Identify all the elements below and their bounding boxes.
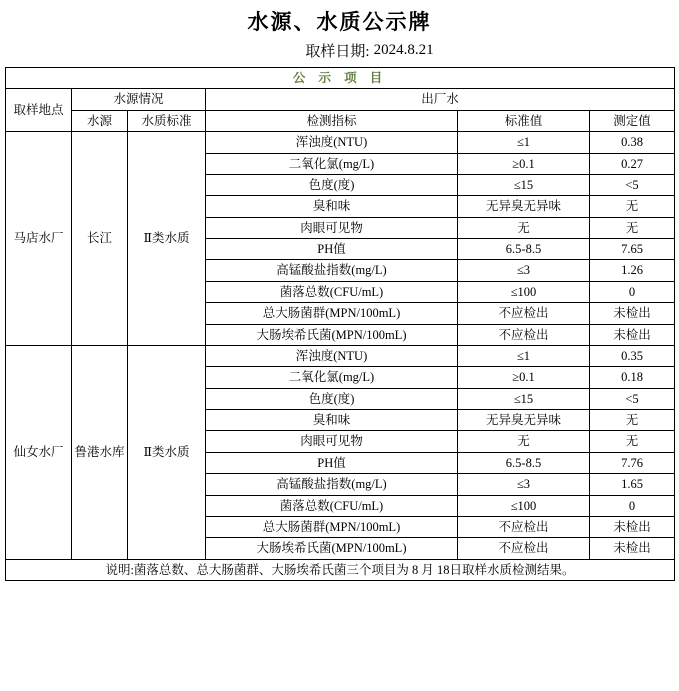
- test-index: 菌落总数(CFU/mL): [206, 281, 458, 302]
- header-outlet-group: 出厂水: [206, 89, 675, 110]
- standard-value: 不应检出: [458, 303, 590, 324]
- water-standard: Ⅱ类水质: [128, 132, 206, 346]
- test-index: 高锰酸盐指数(mg/L): [206, 260, 458, 281]
- sampling-date-row: [0, 38, 679, 67]
- measured-value: 未检出: [590, 538, 675, 559]
- plant-name: 仙女水厂: [6, 345, 72, 559]
- test-index: 色度(度): [206, 174, 458, 195]
- sampling-date-value: 2024.8.21: [373, 42, 434, 58]
- measured-value: 0.35: [590, 345, 675, 366]
- measured-value: 无: [590, 431, 675, 452]
- table-row: [6, 132, 675, 153]
- standard-value: ≤100: [458, 495, 590, 516]
- standard-value: 无异臭无异味: [458, 410, 590, 431]
- measured-value: 7.76: [590, 452, 675, 473]
- standard-value: 6.5-8.5: [458, 239, 590, 260]
- test-index: 总大肠菌群(MPN/100mL): [206, 516, 458, 537]
- test-index: 肉眼可见物: [206, 431, 458, 452]
- standard-value: ≥0.1: [458, 153, 590, 174]
- test-index: 二氧化氯(mg/L): [206, 153, 458, 174]
- measured-value: 无: [590, 196, 675, 217]
- standard-value: ≤15: [458, 174, 590, 195]
- water-source: 长江: [72, 132, 128, 346]
- test-index: 色度(度): [206, 388, 458, 409]
- header-standard: 水质标准: [128, 110, 206, 131]
- measured-value: 7.65: [590, 239, 675, 260]
- standard-value: ≤100: [458, 281, 590, 302]
- measured-value: 未检出: [590, 516, 675, 537]
- banner-row: [6, 68, 675, 89]
- test-index: 大肠埃希氏菌(MPN/100mL): [206, 538, 458, 559]
- test-index: 肉眼可见物: [206, 217, 458, 238]
- header-measured: 测定值: [590, 110, 675, 131]
- test-index: 浑浊度(NTU): [206, 132, 458, 153]
- water-source: 鲁港水库: [72, 345, 128, 559]
- standard-value: 无: [458, 217, 590, 238]
- standard-value: 6.5-8.5: [458, 452, 590, 473]
- measured-value: <5: [590, 388, 675, 409]
- header-row-2: [6, 110, 675, 131]
- plant-name: 马店水厂: [6, 132, 72, 346]
- header-index: 检测指标: [206, 110, 458, 131]
- standard-value: ≤15: [458, 388, 590, 409]
- note-row: [6, 559, 675, 580]
- measured-value: 0.38: [590, 132, 675, 153]
- test-index: 臭和味: [206, 410, 458, 431]
- test-index: 浑浊度(NTU): [206, 345, 458, 366]
- standard-value: 无异臭无异味: [458, 196, 590, 217]
- header-row-1: [6, 89, 675, 110]
- test-index: 臭和味: [206, 196, 458, 217]
- measured-value: 未检出: [590, 303, 675, 324]
- page-title: 水源、水质公示牌: [247, 10, 432, 34]
- measured-value: 0: [590, 281, 675, 302]
- measured-value: 无: [590, 217, 675, 238]
- table-row: [6, 345, 675, 366]
- measured-value: <5: [590, 174, 675, 195]
- water-quality-table: [5, 67, 675, 581]
- measured-value: 1.65: [590, 474, 675, 495]
- standard-value: 不应检出: [458, 516, 590, 537]
- standard-value: 无: [458, 431, 590, 452]
- test-index: 高锰酸盐指数(mg/L): [206, 474, 458, 495]
- test-index: 大肠埃希氏菌(MPN/100mL): [206, 324, 458, 345]
- water-standard: Ⅱ类水质: [128, 345, 206, 559]
- sampling-date-label: 取样日期:: [305, 44, 370, 60]
- header-std-value: 标准值: [458, 110, 590, 131]
- standard-value: ≤1: [458, 132, 590, 153]
- test-index: 二氧化氯(mg/L): [206, 367, 458, 388]
- test-index: PH值: [206, 452, 458, 473]
- standard-value: 不应检出: [458, 538, 590, 559]
- test-index: 菌落总数(CFU/mL): [206, 495, 458, 516]
- header-source-group: 水源情况: [72, 89, 206, 110]
- standard-value: ≤3: [458, 474, 590, 495]
- header-location: 取样地点: [6, 89, 72, 132]
- measured-value: 0: [590, 495, 675, 516]
- measured-value: 未检出: [590, 324, 675, 345]
- banner-cell: 公 示 项 目: [6, 68, 675, 89]
- standard-value: 不应检出: [458, 324, 590, 345]
- header-source: 水源: [72, 110, 128, 131]
- test-index: PH值: [206, 239, 458, 260]
- standard-value: ≥0.1: [458, 367, 590, 388]
- measured-value: 1.26: [590, 260, 675, 281]
- measured-value: 0.27: [590, 153, 675, 174]
- measured-value: 0.18: [590, 367, 675, 388]
- test-index: 总大肠菌群(MPN/100mL): [206, 303, 458, 324]
- note-cell: 说明:菌落总数、总大肠菌群、大肠埃希氏菌三个项目为 8 月 18日取样水质检测结果。: [6, 559, 675, 580]
- measured-value: 无: [590, 410, 675, 431]
- standard-value: ≤1: [458, 345, 590, 366]
- standard-value: ≤3: [458, 260, 590, 281]
